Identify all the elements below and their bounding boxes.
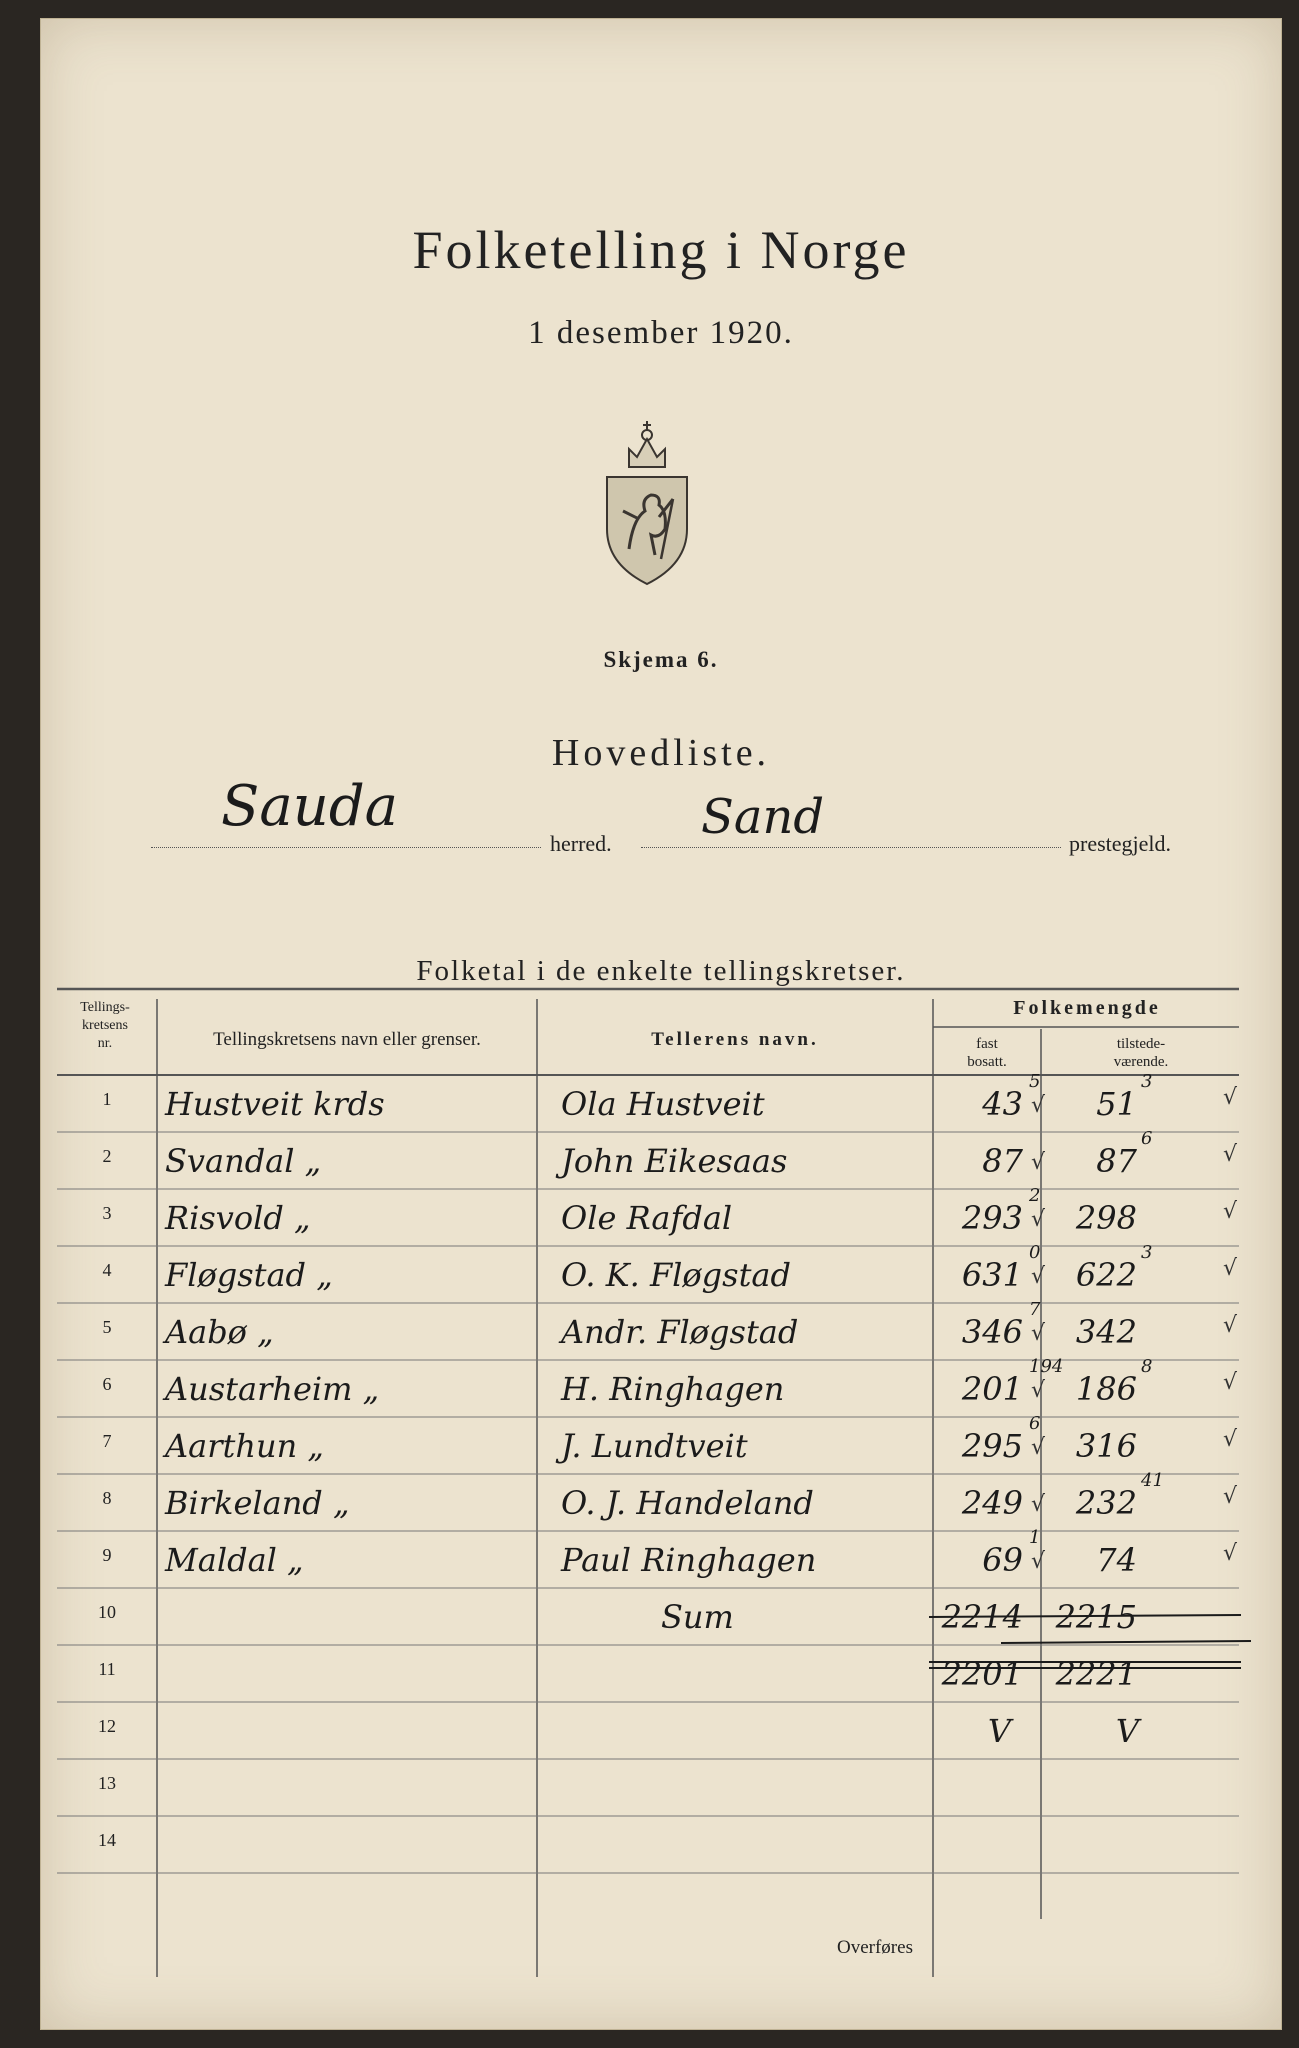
table-grid: [41, 19, 1281, 2029]
check-mark-icon: √: [1031, 1264, 1046, 1289]
check-mark-icon: √: [1223, 1199, 1238, 1224]
row-tilstedevaerende: 2221: [1055, 1655, 1137, 1693]
header-fast-bosatt: fast bosatt.: [967, 1036, 1007, 1070]
header-kretsens-navn: Tellingskretsens navn eller grenser.: [213, 1029, 481, 1050]
row-tilstedevaerende: 232: [1075, 1484, 1137, 1522]
row-number: 5: [102, 1317, 112, 1337]
check-mark-icon: √: [1031, 1207, 1046, 1232]
check-mark-icon: √: [1031, 1492, 1046, 1517]
row-fast-bosatt: 69: [982, 1541, 1023, 1579]
row-tilstedevaerende: 622: [1075, 1256, 1137, 1294]
row-number: 13: [98, 1773, 116, 1793]
row-fast-bosatt: 87: [982, 1142, 1023, 1180]
check-mark-icon: √: [1223, 1256, 1238, 1281]
header-folkemengde: Folkemengde: [1013, 997, 1161, 1019]
header-kretsens-nr: Tellings- kretsens nr.: [80, 1000, 130, 1051]
row-teller-name: H. Ringhagen: [561, 1370, 785, 1408]
row-fast-correction: 1: [1029, 1527, 1041, 1548]
row-teller-name: O. K. Fløgstad: [561, 1256, 791, 1294]
check-mark-icon: √: [1223, 1484, 1238, 1509]
row-krets-name: Aabø „: [165, 1313, 274, 1351]
check-mark-icon: √: [1223, 1541, 1238, 1566]
check-mark-icon: √: [1031, 1378, 1046, 1403]
schema-number: Skjema 6.: [603, 647, 719, 672]
row-krets-name: Fløgstad „: [165, 1256, 333, 1294]
row-fast-correction: 0: [1029, 1242, 1041, 1263]
row-fast-bosatt: 295: [961, 1427, 1023, 1465]
row-number: 10: [98, 1602, 116, 1622]
row-tilstede-correction: 41: [1141, 1470, 1164, 1491]
check-mark-icon: √: [1031, 1150, 1046, 1175]
row-teller-name: Ole Rafdal: [561, 1199, 733, 1237]
check-mark-icon: √: [1223, 1142, 1238, 1167]
check-mark-icon: √: [1223, 1313, 1238, 1338]
herred-label: herred.: [550, 831, 612, 856]
row-teller-name: John Eikesaas: [561, 1142, 788, 1180]
row-number: 1: [102, 1089, 112, 1109]
row-fast-bosatt: 2214: [941, 1598, 1023, 1636]
table-title: Folketal i de enkelte tellingskretser.: [416, 955, 906, 987]
row-fast-bosatt: 2201: [941, 1655, 1023, 1693]
row-teller-name: J. Lundtveit: [561, 1427, 748, 1465]
check-mark-icon: √: [1031, 1321, 1046, 1346]
row-fast-bosatt: 293: [961, 1199, 1023, 1237]
prestegjeld-label: prestegjeld.: [1069, 831, 1172, 856]
row-krets-name: Birkeland „: [165, 1484, 350, 1522]
row-number: 9: [102, 1545, 112, 1565]
row-teller-name: O. J. Handeland: [561, 1484, 814, 1522]
row-fast-correction: 6: [1029, 1413, 1041, 1434]
check-mark-icon: √: [1031, 1435, 1046, 1460]
row-number: 7: [102, 1431, 112, 1451]
row-fast-bosatt: 631: [961, 1256, 1023, 1294]
row-fast-bosatt: 249: [961, 1484, 1023, 1522]
row-fast-bosatt: 201: [961, 1370, 1023, 1408]
row-tilstede-correction: 8: [1141, 1356, 1153, 1377]
row-fast-correction: 7: [1029, 1299, 1041, 1320]
row-number: 14: [98, 1830, 116, 1850]
header-tellerens-navn: Tellerens navn.: [651, 1029, 819, 1050]
row-number: 12: [98, 1716, 116, 1736]
row-teller-name: Ola Hustveit: [561, 1085, 765, 1123]
row-number: 11: [98, 1659, 116, 1679]
row-number: 2: [102, 1146, 112, 1166]
row-tilstedevaerende: 74: [1096, 1541, 1137, 1579]
row-tilstedevaerende: 2215: [1055, 1598, 1137, 1636]
row-tilstedevaerende: 298: [1075, 1199, 1137, 1237]
form-title: Folketelling i Norge: [412, 220, 910, 280]
row-number: 8: [102, 1488, 112, 1508]
prestegjeld-value: Sand: [701, 789, 825, 845]
row-krets-name: Risvold „: [165, 1199, 311, 1237]
row-fast-bosatt: 346: [961, 1313, 1023, 1351]
row-teller-name: Andr. Fløgstad: [561, 1313, 799, 1351]
row-teller-name: Sum: [661, 1598, 734, 1636]
row-krets-name: Aarthun „: [165, 1427, 324, 1465]
row-fast-correction: 5: [1029, 1071, 1041, 1092]
header-tilstedevaerende: tilstede- værende.: [1113, 1036, 1169, 1070]
row-tilstede-correction: 3: [1141, 1242, 1153, 1263]
row-fast-correction: 194: [1029, 1356, 1064, 1377]
row-tilstedevaerende: 51: [1096, 1085, 1137, 1123]
check-mark-icon: √: [1223, 1370, 1238, 1395]
row-tilstedevaerende: 316: [1075, 1427, 1137, 1465]
herred-value: Sauda: [221, 774, 399, 839]
row-krets-name: Austarheim „: [165, 1370, 380, 1408]
overfores-label: Overføres: [837, 1937, 913, 1958]
form-date: 1 desember 1920.: [528, 315, 794, 351]
row-tilstedevaerende: 186: [1075, 1370, 1137, 1408]
check-mark-icon: √: [1031, 1549, 1046, 1574]
row-number: 3: [102, 1203, 112, 1223]
row-tilstedevaerende: V: [1115, 1712, 1139, 1750]
row-krets-name: Hustveit krds: [165, 1085, 385, 1123]
row-krets-name: Svandal „: [165, 1142, 322, 1180]
row-krets-name: Maldal „: [165, 1541, 304, 1579]
row-tilstede-correction: 6: [1141, 1128, 1153, 1149]
check-mark-icon: √: [1031, 1093, 1046, 1118]
row-fast-bosatt: V: [987, 1712, 1011, 1750]
row-tilstedevaerende: 342: [1075, 1313, 1137, 1351]
check-mark-icon: √: [1223, 1085, 1238, 1110]
row-fast-bosatt: 43: [982, 1085, 1023, 1123]
list-title: Hovedliste.: [551, 732, 771, 774]
row-number: 6: [102, 1374, 112, 1394]
row-tilstede-correction: 3: [1141, 1071, 1153, 1092]
row-tilstedevaerende: 87: [1096, 1142, 1137, 1180]
row-teller-name: Paul Ringhagen: [561, 1541, 817, 1579]
check-mark-icon: √: [1223, 1427, 1238, 1452]
row-fast-correction: 2: [1029, 1185, 1041, 1206]
row-number: 4: [102, 1260, 112, 1280]
census-form-page: [40, 18, 1282, 2030]
